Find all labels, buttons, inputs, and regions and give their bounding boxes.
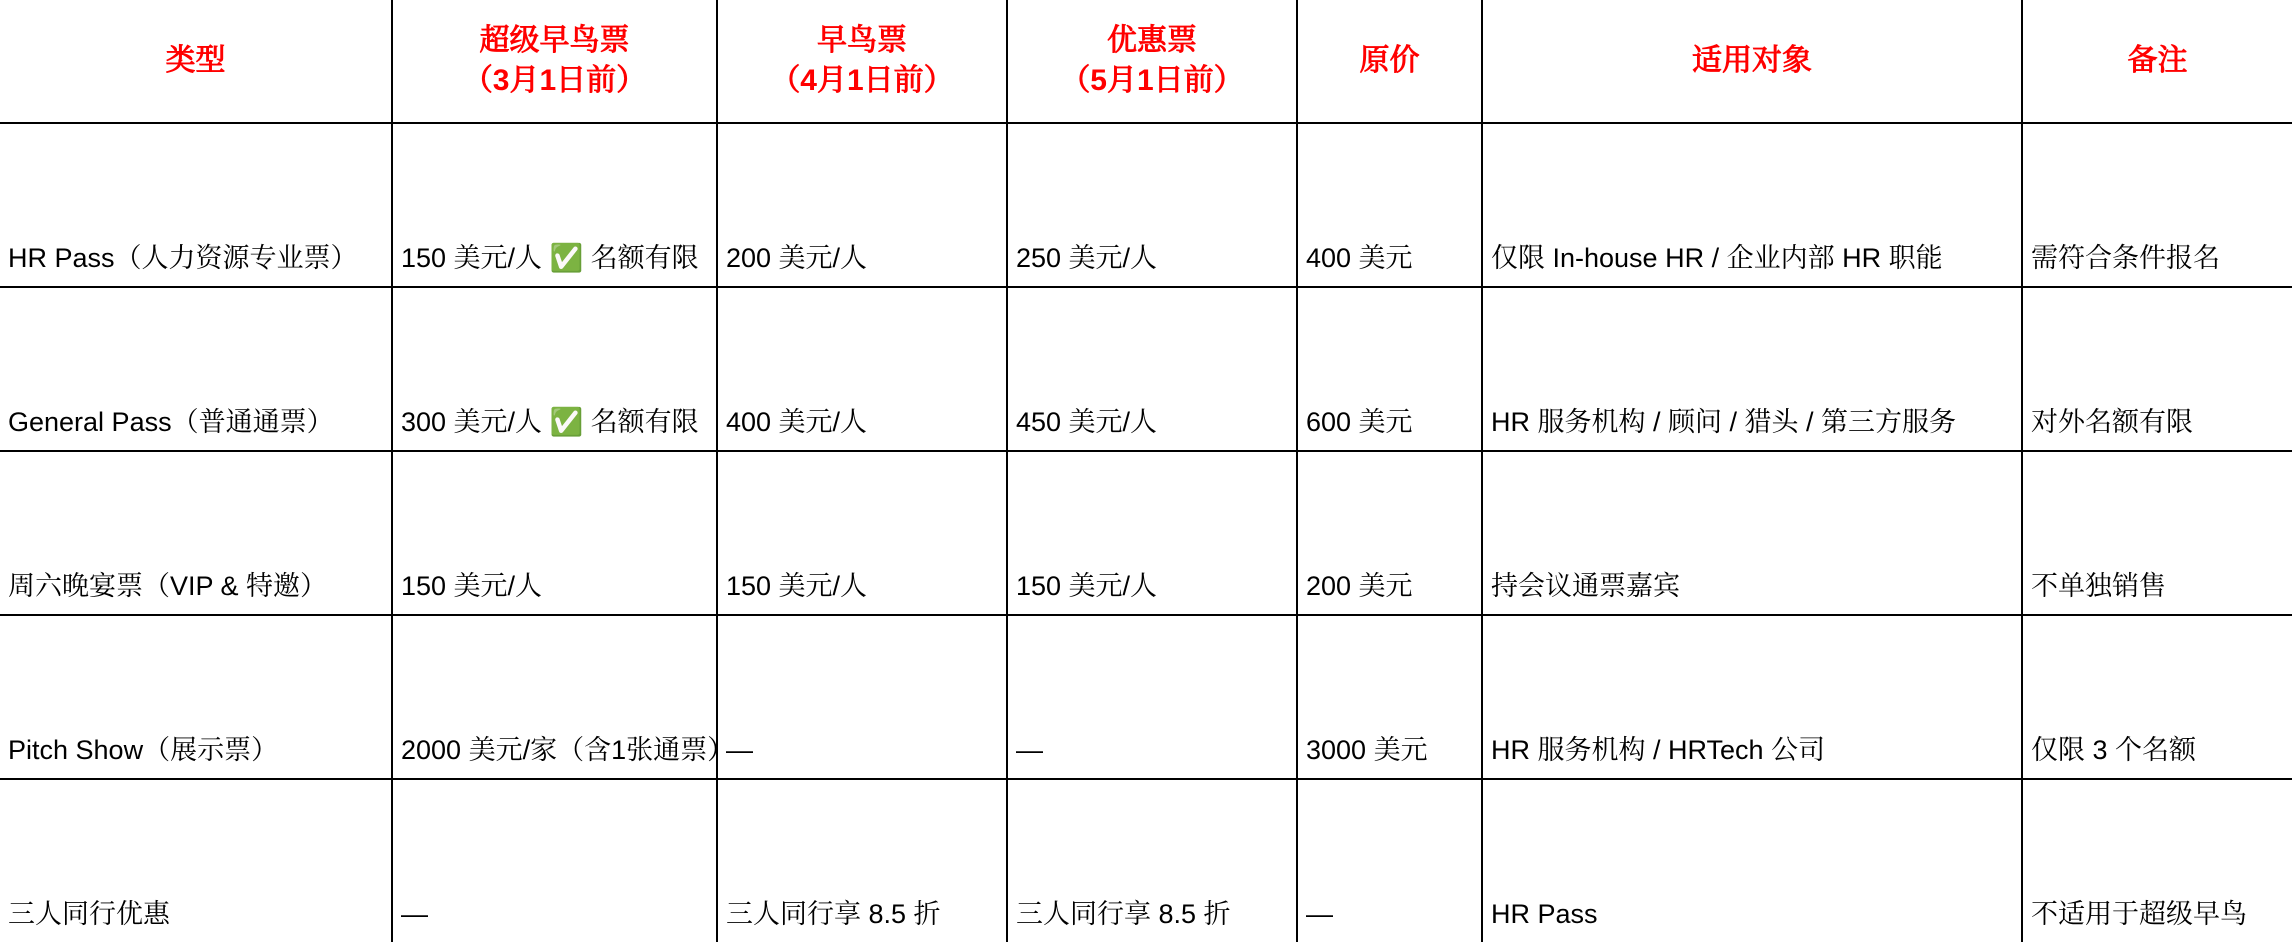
cell-early (717, 615, 1007, 779)
table-row (0, 287, 2292, 451)
cell-super-early (392, 615, 735, 779)
column-header-early (717, 0, 1007, 123)
cell-audience (1482, 451, 2022, 615)
cell-type-text: HR Pass（人力资源专业票） (8, 242, 358, 273)
cell-audience-text: HR Pass (1491, 898, 1598, 929)
cell-remark (2022, 615, 2292, 779)
cell-type-text: Pitch Show（展示票） (8, 734, 279, 765)
cell-super-early-text: 2000 美元/家（含1张通票） (401, 734, 735, 765)
cell-remark (2022, 779, 2292, 942)
cell-remark (2022, 287, 2292, 451)
cell-type-text: 周六晚宴票（VIP & 特邀） (8, 570, 328, 601)
table-row (0, 779, 2292, 942)
cell-original-price (1297, 615, 1482, 779)
cell-discount (1007, 123, 1297, 287)
cell-audience (1482, 123, 2022, 287)
cell-original-price (1297, 123, 1482, 287)
cell-early-text: 三人同行享 8.5 折 (726, 898, 941, 929)
cell-type (0, 615, 392, 779)
cell-early-text: 150 美元/人 (726, 570, 868, 601)
cell-remark-text: 不适用于超级早鸟 (2031, 898, 2247, 929)
cell-super-early-text: 300 美元/人 ✅ 名额有限 (401, 406, 699, 437)
cell-original-price (1297, 287, 1482, 451)
column-header-remark-line1: 备注 (2127, 43, 2188, 77)
cell-audience (1482, 779, 2022, 942)
cell-original-price (1297, 779, 1482, 942)
cell-super-early-text: 150 美元/人 (401, 570, 543, 601)
column-header-type-line1: 类型 (165, 43, 226, 77)
column-header-discount-line2: （5月1日前） (1060, 64, 1244, 97)
cell-super-early (392, 451, 717, 615)
cell-discount (1007, 451, 1297, 615)
column-header-original-price-line1: 原价 (1359, 43, 1420, 77)
cell-audience-text: 仅限 In-house HR / 企业内部 HR 职能 (1491, 242, 1943, 273)
cell-remark-text: 仅限 3 个名额 (2031, 734, 2197, 765)
column-header-type (0, 0, 392, 123)
column-header-audience (1482, 0, 2022, 123)
cell-remark-text: 对外名额有限 (2031, 406, 2193, 437)
column-header-discount (1007, 0, 1297, 123)
column-header-remark (2022, 0, 2292, 123)
column-header-audience-line1: 适用对象 (1692, 43, 1812, 77)
cell-remark (2022, 451, 2292, 615)
cell-discount-text: 150 美元/人 (1016, 570, 1158, 601)
column-header-early-line2: （4月1日前） (770, 64, 954, 97)
cell-super-early-text: — (401, 898, 428, 929)
column-header-super-early (392, 0, 717, 123)
cell-original-price-text: 200 美元 (1306, 570, 1413, 601)
cell-discount (1007, 287, 1297, 451)
cell-early (717, 779, 1007, 942)
cell-early-text: — (726, 734, 753, 765)
cell-discount (1007, 779, 1297, 942)
cell-super-early (392, 779, 717, 942)
cell-original-price-text: — (1306, 898, 1333, 929)
cell-discount (1007, 615, 1297, 779)
cell-type (0, 287, 392, 451)
cell-super-early (392, 287, 717, 451)
cell-early (717, 123, 1007, 287)
cell-original-price-text: 600 美元 (1306, 406, 1413, 437)
table-row (0, 123, 2292, 287)
cell-early (717, 287, 1007, 451)
cell-super-early (392, 123, 717, 287)
cell-remark (2022, 123, 2292, 287)
cell-super-early-text: 150 美元/人 ✅ 名额有限 (401, 242, 699, 273)
cell-type-text: 三人同行优惠 (8, 898, 170, 929)
cell-discount-text: — (1016, 734, 1043, 765)
cell-type (0, 123, 392, 287)
cell-discount-text: 三人同行享 8.5 折 (1016, 898, 1231, 929)
table-header-row (0, 0, 2292, 123)
cell-original-price (1297, 451, 1482, 615)
cell-remark-text: 需符合条件报名 (2031, 242, 2220, 273)
cell-type (0, 451, 392, 615)
column-header-early-line1: 早鸟票 (817, 23, 907, 57)
cell-original-price-text: 3000 美元 (1306, 734, 1428, 765)
cell-type (0, 779, 392, 942)
cell-audience-text: HR 服务机构 / HRTech 公司 (1491, 734, 1826, 765)
cell-discount-text: 450 美元/人 (1016, 406, 1158, 437)
column-header-super-early-line1: 超级早鸟票 (479, 23, 630, 57)
table-row (0, 615, 2292, 779)
cell-early-text: 400 美元/人 (726, 406, 868, 437)
table-body (0, 123, 2292, 942)
cell-audience-text: HR 服务机构 / 顾问 / 猎头 / 第三方服务 (1491, 406, 1957, 437)
cell-discount-text: 250 美元/人 (1016, 242, 1158, 273)
cell-type-text: General Pass（普通通票） (8, 406, 334, 437)
cell-audience (1482, 287, 2022, 451)
column-header-original-price (1297, 0, 1482, 123)
column-header-discount-line1: 优惠票 (1107, 23, 1197, 57)
cell-early-text: 200 美元/人 (726, 242, 868, 273)
table-row (0, 451, 2292, 615)
cell-audience-text: 持会议通票嘉宾 (1491, 570, 1680, 601)
cell-original-price-text: 400 美元 (1306, 242, 1413, 273)
column-header-super-early-line2: （3月1日前） (462, 64, 647, 97)
table-header (0, 0, 2292, 123)
cell-early (717, 451, 1007, 615)
cell-audience (1482, 615, 2022, 779)
cell-remark-text: 不单独销售 (2031, 570, 2166, 601)
